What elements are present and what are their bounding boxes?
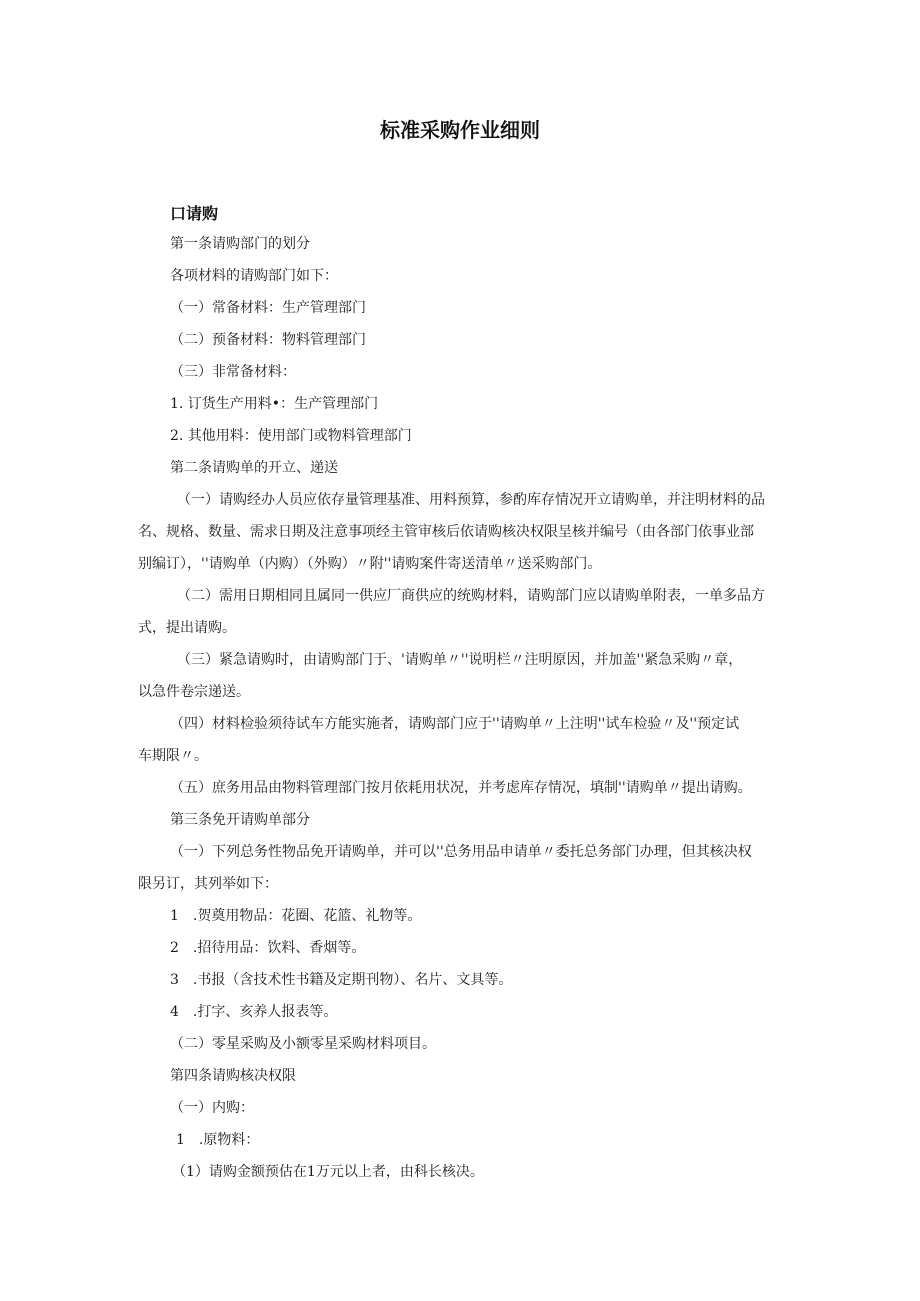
list-item: 1. 订货生产用料•：生产管理部门 bbox=[170, 396, 379, 412]
paragraph-line: （三）紧急请购时，由请购部门于、'请购单〃''说明栏〃注明原因，并加盖''紧急采购〃章， bbox=[177, 652, 743, 668]
list-item: 2 .招待用品：饮料、香烟等。 bbox=[170, 940, 366, 956]
paragraph-line: （一）请购经办人员应依存量管理基准、用料预算，参酌库存情况开立请购单，并注明材料的品 bbox=[177, 492, 765, 508]
list-item: （1）请购金额预估在1万元以上者，由科长核决。 bbox=[172, 1164, 484, 1180]
article-heading: 第二条请购单的开立、递送 bbox=[170, 460, 338, 476]
list-item: 2. 其他用料：使用部门或物料管理部门 bbox=[170, 428, 412, 444]
page-title: 标准采购作业细则 bbox=[380, 118, 540, 142]
list-item: 1 .贺奠用物品：花圈、花篮、礼物等。 bbox=[170, 908, 422, 924]
list-item: （二）零星采购及小额零星采购材料项目。 bbox=[170, 1036, 436, 1052]
article-heading: 第一条请购部门的划分 bbox=[170, 236, 310, 252]
list-item: （二）预备材料：物料管理部门 bbox=[170, 332, 366, 348]
paragraph-line: 别编订），''请购单（内购）（外购）〃附''请购案件寄送清单〃送采购部门。 bbox=[138, 556, 602, 572]
section-heading: 口请购 bbox=[170, 204, 219, 223]
article-heading: 第三条免开请购单部分 bbox=[170, 812, 310, 828]
paragraph-line: 式，提出请购。 bbox=[138, 620, 236, 636]
list-item: 4 .打字、亥养人报表等。 bbox=[170, 1004, 338, 1020]
paragraph-line: 车期限〃。 bbox=[138, 748, 208, 764]
list-item: （三）非常备材料： bbox=[170, 364, 296, 380]
list-item: （一）内购： bbox=[170, 1100, 254, 1116]
paragraph-line: 名、规格、数量、需求日期及注意事项经主管审核后依请购核决权限呈核并编号（由各部门依事业部 bbox=[138, 524, 754, 540]
paragraph-line: 限另订，其列举如下： bbox=[138, 876, 278, 892]
list-item: 1 .原物料： bbox=[176, 1132, 260, 1148]
paragraph-line: （四）材料检验须待试车方能实施者，请购部门应于''请购单〃上注明''试车检验〃及''预定试 bbox=[170, 716, 740, 732]
paragraph-line: 以急件卷宗递送。 bbox=[138, 684, 250, 700]
article-heading: 第四条请购核决权限 bbox=[170, 1068, 296, 1084]
list-item: 3 .书报（含技术性书籍及定期刊物）、名片、文具等。 bbox=[170, 972, 513, 988]
paragraph-line: （五）庶务用品由物料管理部门按月依耗用状况，并考虑库存情况，填制''请购单〃提出请购。 bbox=[170, 780, 752, 796]
paragraph-line: （二）需用日期相同且属同一供应厂商供应的统购材料，请购部门应以请购单附表，一单多品方 bbox=[177, 588, 765, 604]
paragraph-line: 各项材料的请购部门如下： bbox=[170, 268, 338, 284]
paragraph-line: （一）下列总务性物品免开请购单，并可以''总务用品申请单〃委托总务部门办理，但其核决权 bbox=[170, 844, 752, 860]
list-item: （一）常备材料：生产管理部门 bbox=[170, 300, 366, 316]
